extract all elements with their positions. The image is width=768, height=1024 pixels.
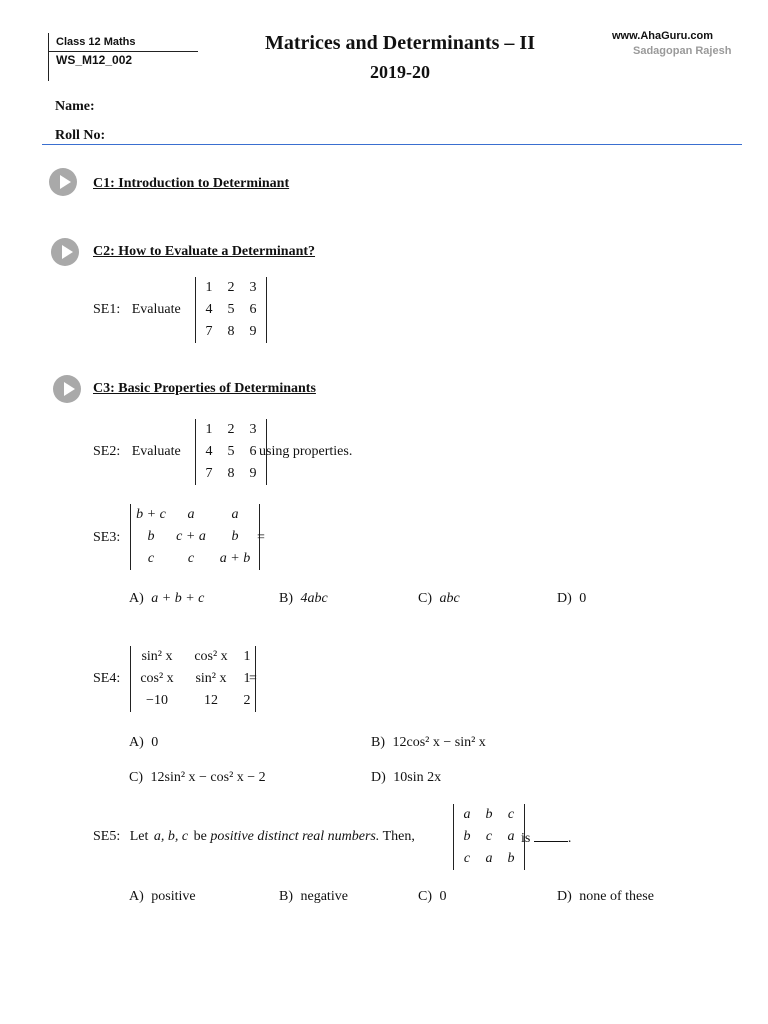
option-value: 12cos² x − sin² x xyxy=(392,735,486,750)
play-icon[interactable] xyxy=(49,168,77,196)
option-key: D) xyxy=(557,889,572,904)
det-cell: 4 xyxy=(205,444,213,459)
author-name: Sadagopan Rajesh xyxy=(633,45,732,57)
det-cell: 1 xyxy=(243,649,251,664)
det-cell: a + b xyxy=(219,551,251,566)
header-box-left-border xyxy=(48,33,49,81)
option-key: B) xyxy=(279,889,293,904)
section-heading-c1: C1: Introduction to Determinant xyxy=(93,176,290,191)
option-d[interactable] xyxy=(557,889,654,905)
option-b[interactable] xyxy=(279,591,328,607)
question-label: SE4: xyxy=(93,671,121,686)
page-title: Matrices and Determinants – II xyxy=(265,32,535,54)
determinant-se2 xyxy=(195,419,267,485)
det-cell: 3 xyxy=(249,422,257,437)
question-verb: Evaluate xyxy=(131,302,181,317)
option-b[interactable] xyxy=(371,735,486,751)
det-cell: a xyxy=(507,829,515,844)
det-cell: b xyxy=(507,851,515,866)
question-text: Let xyxy=(129,829,149,844)
det-cell: c + a xyxy=(176,529,206,544)
play-icon[interactable] xyxy=(53,375,81,403)
worksheet-code: WS_M12_002 xyxy=(56,53,133,67)
det-cell: 5 xyxy=(227,302,235,317)
option-value: none of these xyxy=(579,889,654,904)
det-cell: 2 xyxy=(227,280,235,295)
determinant-se4 xyxy=(130,646,256,712)
det-cell: 5 xyxy=(227,444,235,459)
det-cell: 6 xyxy=(249,444,257,459)
option-key: D) xyxy=(557,591,572,606)
header-divider xyxy=(42,144,742,145)
option-value: 12sin² x − cos² x − 2 xyxy=(150,770,266,785)
option-value: 0 xyxy=(151,735,159,750)
det-cell: 2 xyxy=(243,693,251,708)
question-se5 xyxy=(93,829,415,845)
option-value: 4abc xyxy=(300,591,328,606)
det-cell: c xyxy=(463,851,471,866)
det-cell: 1 xyxy=(205,422,213,437)
det-cell: c xyxy=(147,551,155,566)
det-cell: 4 xyxy=(205,302,213,317)
equals-sign: = xyxy=(257,530,265,545)
option-key: B) xyxy=(371,735,385,750)
option-d[interactable] xyxy=(371,770,441,786)
det-cell: b xyxy=(485,807,493,822)
option-a[interactable] xyxy=(129,591,204,607)
question-text: is xyxy=(521,831,531,846)
section-heading-c3: C3: Basic Properties of Determinants xyxy=(93,381,316,396)
det-cell: a xyxy=(463,807,471,822)
det-cell: 7 xyxy=(205,466,213,481)
det-cell: 8 xyxy=(227,466,235,481)
question-suffix: using properties. xyxy=(259,444,353,459)
det-cell: 1 xyxy=(205,280,213,295)
determinant-se5 xyxy=(453,804,525,870)
det-cell: sin² x xyxy=(195,671,227,686)
question-se2 xyxy=(93,444,181,460)
option-a[interactable] xyxy=(129,889,196,905)
option-c[interactable] xyxy=(418,591,460,607)
option-value: a + b + c xyxy=(151,591,205,606)
class-label: Class 12 Maths xyxy=(56,36,136,48)
det-cell: a xyxy=(485,851,493,866)
det-cell: b xyxy=(231,529,239,544)
option-c[interactable] xyxy=(418,889,447,905)
option-key: C) xyxy=(418,591,432,606)
det-cell: b xyxy=(463,829,471,844)
question-vars: a, b, c xyxy=(153,829,189,844)
det-cell: sin² x xyxy=(141,649,173,664)
det-cell: 6 xyxy=(249,302,257,317)
option-value: 10sin 2x xyxy=(393,770,442,785)
question-label: SE3: xyxy=(93,530,121,545)
det-cell: 8 xyxy=(227,324,235,339)
question-label: SE1: xyxy=(93,302,121,317)
option-key: D) xyxy=(371,770,386,785)
det-cell: c xyxy=(485,829,493,844)
question-label: SE2: xyxy=(93,444,121,459)
academic-year: 2019-20 xyxy=(370,62,430,82)
det-cell: −10 xyxy=(146,693,168,708)
det-cell: b + c xyxy=(136,507,166,522)
question-text: Then, xyxy=(382,829,415,844)
det-cell: 9 xyxy=(249,324,257,339)
option-value: abc xyxy=(439,591,460,606)
det-cell: 12 xyxy=(204,693,218,708)
answer-blank xyxy=(534,829,568,842)
play-icon[interactable] xyxy=(51,238,79,266)
question-label: SE5: xyxy=(93,829,121,844)
question-tail: is . xyxy=(521,831,572,846)
option-key: C) xyxy=(418,889,432,904)
det-cell: cos² x xyxy=(140,671,174,686)
option-key: A) xyxy=(129,591,144,606)
option-value: positive xyxy=(151,889,196,904)
option-key: A) xyxy=(129,735,144,750)
website: www.AhaGuru.com xyxy=(612,30,714,42)
det-cell: c xyxy=(507,807,515,822)
det-cell: b xyxy=(147,529,155,544)
option-a[interactable] xyxy=(129,735,158,751)
option-key: B) xyxy=(279,591,293,606)
roll-label: Roll No: xyxy=(55,128,106,143)
option-b[interactable] xyxy=(279,889,348,905)
question-verb: Evaluate xyxy=(131,444,181,459)
det-cell: 2 xyxy=(227,422,235,437)
det-cell: a xyxy=(187,507,195,522)
section-heading-c2: C2: How to Evaluate a Determinant? xyxy=(93,244,316,259)
det-cell: cos² x xyxy=(194,649,228,664)
determinant-se3 xyxy=(130,504,260,570)
det-cell: c xyxy=(187,551,195,566)
option-key: A) xyxy=(129,889,144,904)
det-cell: 7 xyxy=(205,324,213,339)
question-text: positive distinct real numbers. xyxy=(210,829,380,844)
determinant-se1 xyxy=(195,277,267,343)
det-cell: 3 xyxy=(249,280,257,295)
det-cell: 1 xyxy=(243,671,251,686)
header-box-divider xyxy=(48,51,198,52)
option-value: 0 xyxy=(439,889,447,904)
question-text: be xyxy=(193,829,207,844)
det-cell: 9 xyxy=(249,466,257,481)
equals-sign: = xyxy=(249,671,257,686)
question-se1 xyxy=(93,302,181,318)
option-key: C) xyxy=(129,770,143,785)
option-c[interactable] xyxy=(129,770,266,786)
det-cell: a xyxy=(231,507,239,522)
option-value: 0 xyxy=(579,591,587,606)
option-value: negative xyxy=(300,889,348,904)
name-label: Name: xyxy=(55,99,95,114)
option-d[interactable] xyxy=(557,591,586,607)
